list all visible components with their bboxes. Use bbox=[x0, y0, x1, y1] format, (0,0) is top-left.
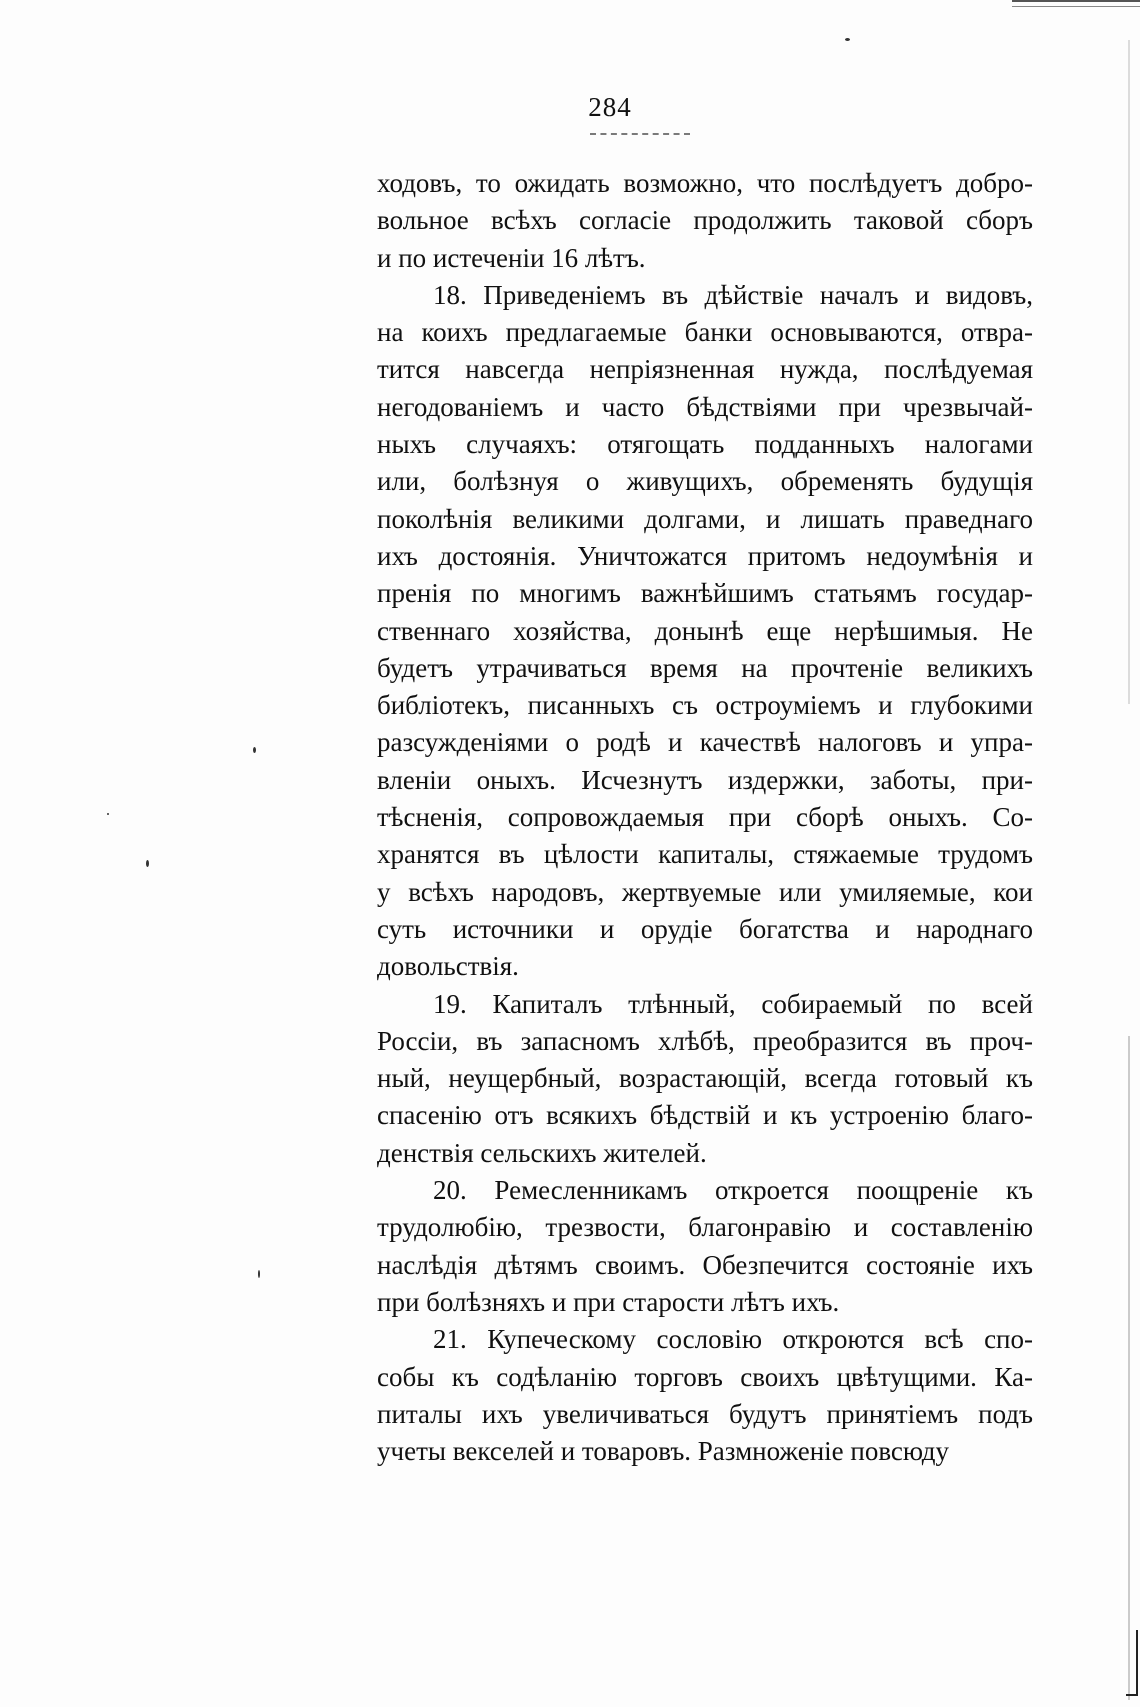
text-line: довольствія. bbox=[377, 951, 519, 982]
scan-speck bbox=[258, 1270, 260, 1278]
text-line: ный, неущербный, возрастающій, всегда готовый къ bbox=[377, 1063, 1033, 1094]
text-line: пренія по многимъ важнѣйшимъ статьямъ государ- bbox=[377, 578, 1033, 609]
scan-speck bbox=[845, 38, 850, 41]
text-line: учеты векселей и товаровъ. Размноженіе повсюду bbox=[377, 1436, 949, 1467]
page-number-underline bbox=[590, 133, 690, 137]
paragraph-p-18 bbox=[377, 277, 1033, 986]
page-number: 284 bbox=[588, 92, 632, 122]
text-line: питалы ихъ увеличиваться будутъ принятіемъ подъ bbox=[377, 1398, 1033, 1429]
text-line: Россіи, въ запасномъ хлѣбѣ, преобразится въ проч- bbox=[377, 1025, 1033, 1056]
text-line: тѣсненія, сопровождаемыя при сборѣ оныхъ. Со- bbox=[377, 802, 1033, 833]
text-line: хранятся въ цѣлости капиталы, стяжаемые трудомъ bbox=[377, 839, 1033, 870]
scan-speck bbox=[253, 747, 256, 753]
text-line: на коихъ предлагаемые банки основываются, отвра- bbox=[377, 317, 1033, 348]
text-line: при болѣзняхъ и при старости лѣтъ ихъ. bbox=[377, 1286, 840, 1317]
text-line: наслѣдія дѣтямъ своимъ. Обезпечится состояніе ихъ bbox=[377, 1249, 1033, 1280]
text-line: тится навсегда непріязненная нужда, послѣдуемая bbox=[377, 354, 1033, 385]
text-line: суть источники и орудіе богатства и народнаго bbox=[377, 913, 1033, 944]
text-line: вольное всѣхъ согласіе продолжить таковой сборъ bbox=[377, 205, 1033, 236]
scan-edge-bracket bbox=[1126, 1630, 1138, 1696]
paragraph-p-continuation bbox=[377, 165, 1033, 277]
scan-edge-shadow bbox=[1128, 40, 1130, 1700]
text-line: поколѣнія великими долгами, и лишать праведнаго bbox=[377, 503, 1033, 534]
body-text bbox=[377, 165, 1033, 1470]
text-line: 20. Ремесленникамъ откроется поощреніе къ bbox=[433, 1175, 1033, 1206]
text-line: спасенію отъ всякихъ бѣдствій и къ устроенію благо- bbox=[377, 1100, 1033, 1131]
text-line: разсужденіями о родѣ и качествѣ налоговъ и упра- bbox=[377, 727, 1033, 758]
text-line: будетъ утрачиваться время на прочтеніе великихъ bbox=[377, 652, 1033, 683]
text-line: или, болѣзнуя о живущихъ, обременять будущія bbox=[377, 466, 1033, 497]
text-line: собы къ содѣланію торговъ своихъ цвѣтущими. Ка- bbox=[377, 1361, 1033, 1392]
scan-speck bbox=[107, 813, 109, 815]
text-line: и по истеченіи 16 лѣтъ. bbox=[377, 242, 646, 273]
text-line: 18. Приведеніемъ въ дѣйствіе началъ и видовъ, bbox=[433, 279, 1033, 310]
scan-edge-rule bbox=[1012, 0, 1140, 7]
text-line: ходовъ, то ожидать возможно, что послѣдуетъ добро- bbox=[377, 168, 1033, 198]
text-line: ныхъ случаяхъ: отягощать подданныхъ налогами bbox=[377, 429, 1033, 460]
text-line: трудолюбію, трезвости, благонравію и составленію bbox=[377, 1212, 1033, 1243]
text-line: негодованіемъ и часто бѣдствіями при чрезвычай- bbox=[377, 391, 1033, 422]
text-line: денствія сельскихъ жителей. bbox=[377, 1137, 707, 1168]
paragraph-p-19 bbox=[377, 986, 1033, 1172]
text-line: у всѣхъ народовъ, жертвуемые или умиляемые, кои bbox=[377, 876, 1033, 907]
scan-speck bbox=[146, 860, 149, 867]
text-line: библіотекъ, писанныхъ съ остроуміемъ и глубокими bbox=[377, 690, 1033, 721]
paragraph-p-21 bbox=[377, 1321, 1033, 1470]
text-line: 19. Капиталъ тлѣнный, собираемый по всей bbox=[433, 988, 1033, 1019]
text-line: вленіи оныхъ. Исчезнутъ издержки, заботы, при- bbox=[377, 764, 1033, 795]
text-line: 21. Купеческому сословію откроются всѣ спо- bbox=[433, 1324, 1033, 1355]
paragraph-p-20 bbox=[377, 1172, 1033, 1321]
text-line: ихъ достоянія. Уничтожатся притомъ недоумѣнія и bbox=[377, 540, 1033, 571]
text-line: ственнаго хозяйства, донынѣ еще нерѣшимыя. Не bbox=[377, 615, 1033, 646]
